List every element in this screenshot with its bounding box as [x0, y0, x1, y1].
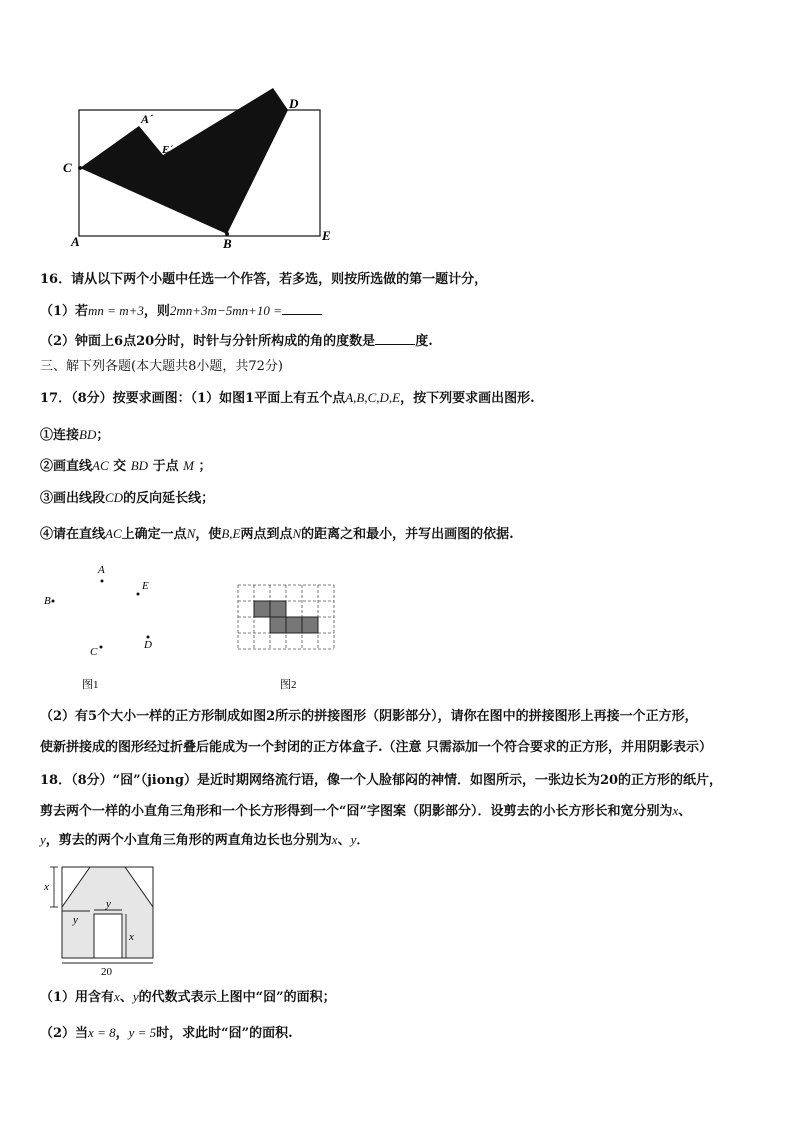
label-A: A [98, 564, 105, 576]
label-A-prime: A´ [141, 112, 153, 126]
point-A [101, 580, 104, 583]
label-x-right: x [129, 931, 134, 943]
point-B [52, 600, 55, 603]
q17-step4: ④请在直线AC上确定一点N，使B,E两点到点N的距离之和最小，并写出画图的依据. [40, 526, 514, 542]
label-y-top: y [106, 898, 111, 910]
shaded-square [270, 601, 286, 617]
q16-part1: （1）若mn = m+3，则2mn+3m−5mn+10 = [40, 303, 322, 320]
shaded-square [270, 617, 286, 633]
answer-blank[interactable] [375, 333, 415, 345]
point-E [137, 593, 140, 596]
shaded-square [286, 617, 302, 633]
label-D: D [289, 96, 299, 111]
section-3-heading: 三、解下列各题(本大题共8小题，共72分) [40, 359, 283, 374]
q16-title: 16．请从以下两个小题中任选一个作答，若多选，则按所选做的第一题计分， [40, 272, 488, 287]
q17-part2-line2: 使新拼接成的图形经过折叠后能成为一个封闭的正方体盒子.（注意 只需添加一个符合要求的正方形，并用阴影表示） [40, 740, 713, 755]
label-E: E [142, 580, 149, 592]
q18-line1: 18．（8分）“囧”（jiong）是近时期网络流行语，像一个人脸郁闷的神情．如图所示，一张边长为20的正方形的纸片， [40, 773, 723, 788]
q17-title: 17．（8分）按要求画图：（1）如图1平面上有五个点A,B,C,D,E，按下列要求画出图形. [40, 390, 535, 406]
label-D: D [144, 639, 152, 651]
cut-rectangle [94, 914, 122, 958]
q17-step2: ②画直线AC 交 BD 于点 M ； [40, 458, 212, 474]
figure-2-grid [230, 575, 340, 695]
q17-step1: ①连接BD； [40, 427, 110, 443]
figure-2-caption: 图2 [280, 679, 297, 691]
label-A: A [71, 234, 80, 249]
q16-part2: （2）钟面上6点20分时，时针与分针所构成的角的度数是 度. [40, 334, 433, 349]
q17-step3: ③画出线段CD的反向延长线； [40, 490, 215, 506]
figure-1-caption: 图1 [82, 679, 99, 691]
label-E: E [322, 228, 331, 243]
label-C: C [63, 160, 72, 175]
q18-line3: y，剪去的两个小直角三角形的两直角边长也分别为x、y． [40, 832, 370, 848]
shaded-square [302, 617, 318, 633]
answer-blank[interactable] [282, 303, 322, 315]
label-twenty: 20 [101, 966, 112, 978]
jiong-figure [40, 862, 165, 980]
q18-part1: （1）用含有x、y的代数式表示上图中“囧”的面积； [40, 989, 336, 1005]
label-B: B [44, 595, 51, 607]
shaded-square [254, 601, 270, 617]
label-C: C [90, 646, 98, 658]
q18-part2: （2）当x = 8，y = 5时，求此时“囧”的面积. [40, 1025, 293, 1041]
label-x-left: x [44, 881, 49, 893]
label-E-prime: E´ [162, 144, 173, 156]
figure-1-points [40, 560, 170, 695]
label-B: B [223, 236, 232, 251]
q17-part2-line1: （2）有5个大小一样的正方形制成如图2所示的拼接图形（阴影部分），请你在图中的拼接图形上再接一个正方形， [40, 709, 698, 724]
folded-rectangle-figure [55, 82, 345, 254]
q18-line2: 剪去两个一样的小直角三角形和一个长方形得到一个“囧”字图案（阴影部分）．设剪去的小长方形长和宽分别为x、 [40, 803, 692, 819]
label-y-left: y [73, 914, 78, 926]
point-C [100, 646, 103, 649]
